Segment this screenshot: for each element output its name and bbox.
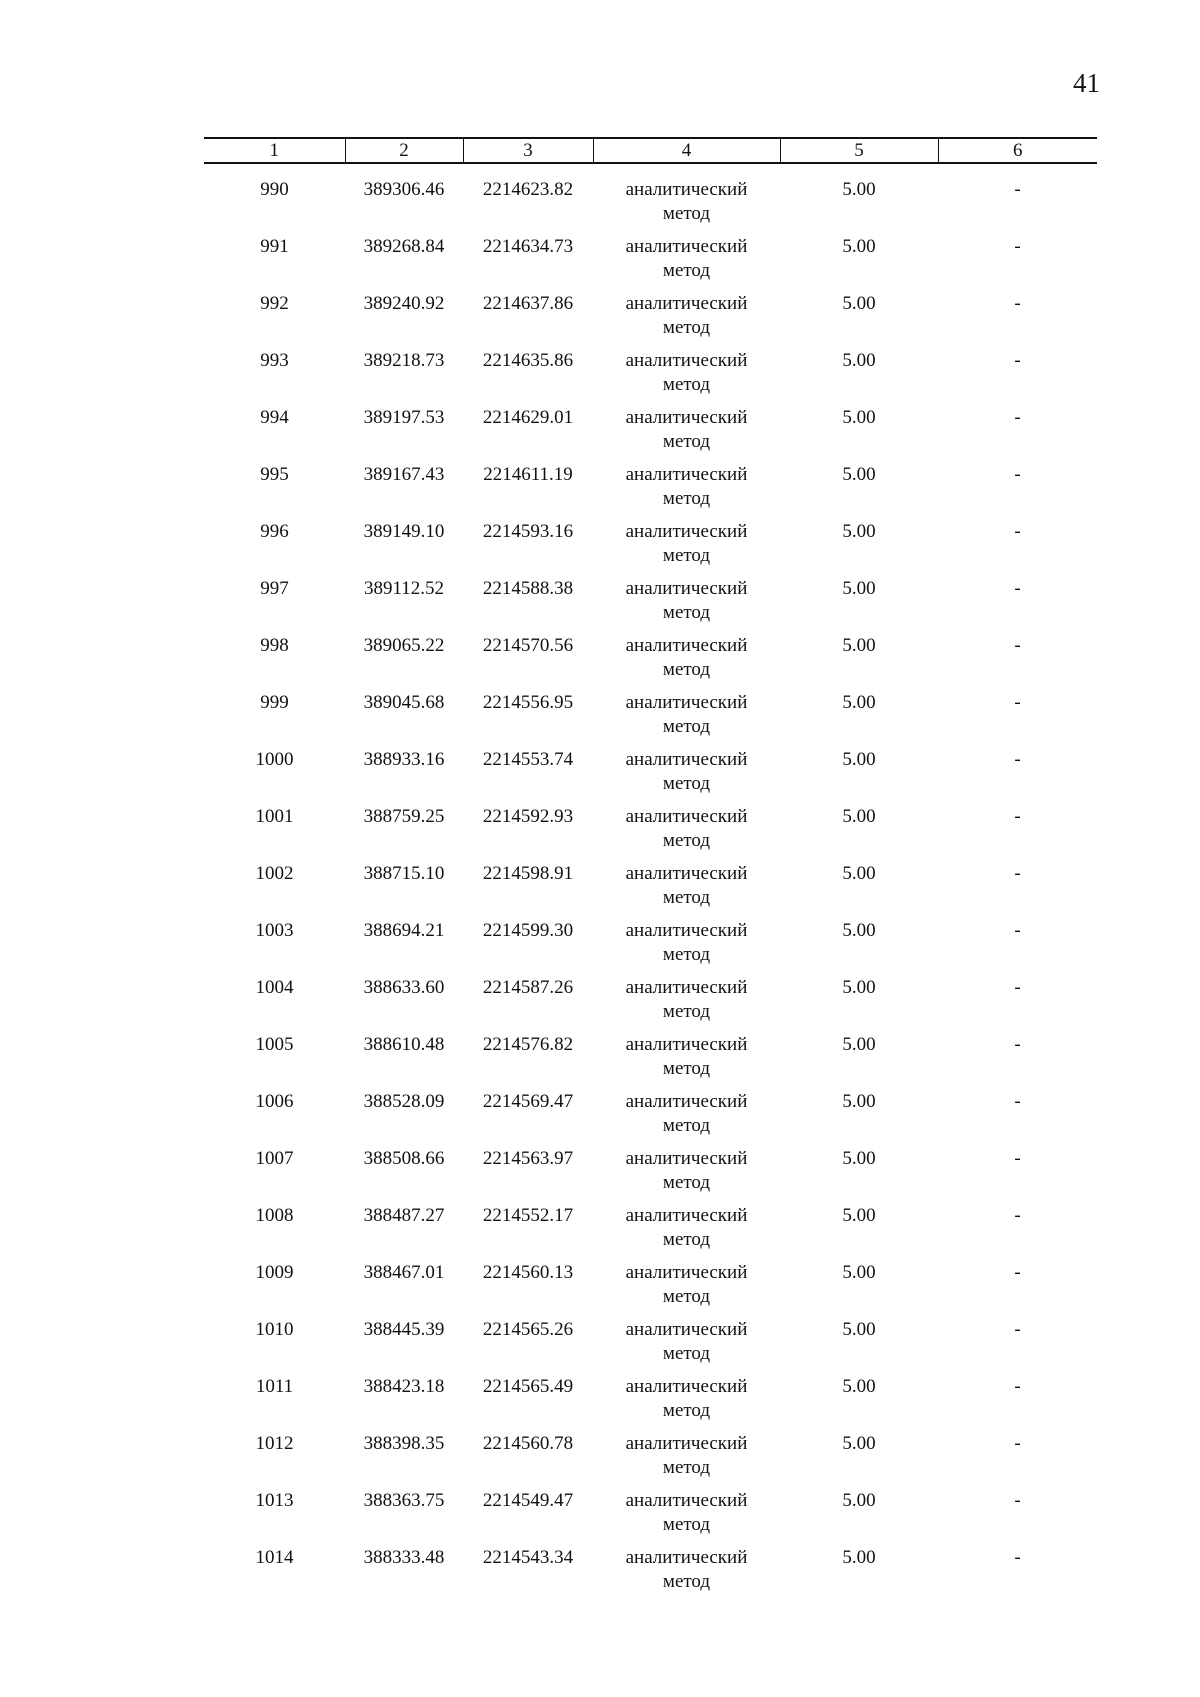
method-text: аналитический метод xyxy=(625,464,748,509)
cell-note: - xyxy=(1014,635,1021,656)
method-text: аналитический метод xyxy=(625,578,748,623)
cell-accuracy: 5.00 xyxy=(842,1262,876,1283)
table-body xyxy=(204,163,1097,1603)
cell-method xyxy=(593,1318,780,1375)
cell-point-number: 990 xyxy=(260,179,289,200)
cell-note: - xyxy=(1014,806,1021,827)
table-row xyxy=(204,235,1097,292)
cell-accuracy: 5.00 xyxy=(842,1319,876,1340)
cell-point-number: 1005 xyxy=(255,1034,294,1055)
cell-point-number: 1006 xyxy=(255,1091,294,1112)
cell-x-coordinate: 389197.53 xyxy=(363,407,445,428)
cell-accuracy: 5.00 xyxy=(842,863,876,884)
cell-accuracy: 5.00 xyxy=(842,806,876,827)
cell-accuracy: 5.00 xyxy=(842,1376,876,1397)
method-text: аналитический метод xyxy=(625,635,748,680)
cell-x-coordinate: 389167.43 xyxy=(363,464,445,485)
cell-note: - xyxy=(1014,1034,1021,1055)
method-text: аналитический метод xyxy=(625,1376,748,1421)
cell-method xyxy=(593,292,780,349)
cell-note: - xyxy=(1014,293,1021,314)
cell-y-coordinate: 2214611.19 xyxy=(483,464,573,485)
cell-note: - xyxy=(1014,464,1021,485)
cell-y-coordinate: 2214599.30 xyxy=(482,920,574,941)
table-row xyxy=(204,1375,1097,1432)
table-row xyxy=(204,1546,1097,1603)
method-text: аналитический метод xyxy=(625,1433,748,1478)
cell-y-coordinate: 2214634.73 xyxy=(482,236,574,257)
cell-method xyxy=(593,577,780,634)
method-text: аналитический метод xyxy=(625,1205,748,1250)
cell-y-coordinate: 2214588.38 xyxy=(482,578,574,599)
method-text: аналитический метод xyxy=(625,407,748,452)
cell-point-number: 997 xyxy=(260,578,289,599)
table-row xyxy=(204,163,1097,235)
cell-y-coordinate: 2214576.82 xyxy=(482,1034,574,1055)
cell-note: - xyxy=(1014,1547,1021,1568)
cell-y-coordinate: 2214635.86 xyxy=(482,350,574,371)
cell-point-number: 1004 xyxy=(255,977,294,998)
cell-accuracy: 5.00 xyxy=(842,1433,876,1454)
column-header-4: 4 xyxy=(593,138,780,163)
cell-note: - xyxy=(1014,1148,1021,1169)
cell-method xyxy=(593,1375,780,1432)
cell-point-number: 1009 xyxy=(255,1262,294,1283)
cell-x-coordinate: 389045.68 xyxy=(363,692,445,713)
cell-accuracy: 5.00 xyxy=(842,1091,876,1112)
cell-x-coordinate: 388398.35 xyxy=(363,1433,445,1454)
cell-method xyxy=(593,805,780,862)
cell-note: - xyxy=(1014,1433,1021,1454)
table-row xyxy=(204,463,1097,520)
table-row xyxy=(204,1204,1097,1261)
method-text: аналитический метод xyxy=(625,863,748,908)
cell-method xyxy=(593,1489,780,1546)
cell-note: - xyxy=(1014,749,1021,770)
column-header-1: 1 xyxy=(204,138,345,163)
cell-accuracy: 5.00 xyxy=(842,1205,876,1226)
cell-x-coordinate: 388715.10 xyxy=(363,863,445,884)
cell-note: - xyxy=(1014,1262,1021,1283)
cell-method xyxy=(593,976,780,1033)
cell-point-number: 1003 xyxy=(255,920,294,941)
cell-accuracy: 5.00 xyxy=(842,1034,876,1055)
table-row xyxy=(204,634,1097,691)
cell-note: - xyxy=(1014,521,1021,542)
cell-y-coordinate: 2214570.56 xyxy=(482,635,574,656)
method-text: аналитический метод xyxy=(625,1034,748,1079)
method-text: аналитический метод xyxy=(625,521,748,566)
cell-accuracy: 5.00 xyxy=(842,692,876,713)
cell-method xyxy=(593,691,780,748)
cell-x-coordinate: 388363.75 xyxy=(363,1490,445,1511)
cell-note: - xyxy=(1014,863,1021,884)
cell-method xyxy=(593,634,780,691)
cell-method xyxy=(593,1090,780,1147)
cell-y-coordinate: 2214553.74 xyxy=(482,749,574,770)
cell-accuracy: 5.00 xyxy=(842,293,876,314)
table-row xyxy=(204,292,1097,349)
table-row xyxy=(204,1318,1097,1375)
method-text: аналитический метод xyxy=(625,1262,748,1307)
cell-x-coordinate: 388633.60 xyxy=(363,977,445,998)
cell-point-number: 1011 xyxy=(255,1376,294,1397)
cell-y-coordinate: 2214563.97 xyxy=(482,1148,574,1169)
cell-y-coordinate: 2214598.91 xyxy=(482,863,574,884)
table-row xyxy=(204,1432,1097,1489)
cell-method xyxy=(593,349,780,406)
table-row xyxy=(204,1147,1097,1204)
cell-point-number: 992 xyxy=(260,293,289,314)
table-row xyxy=(204,577,1097,634)
cell-x-coordinate: 388467.01 xyxy=(363,1262,445,1283)
cell-point-number: 1010 xyxy=(255,1319,294,1340)
cell-point-number: 1014 xyxy=(255,1547,294,1568)
method-text: аналитический метод xyxy=(625,1490,748,1535)
method-text: аналитический метод xyxy=(625,1148,748,1193)
cell-point-number: 1013 xyxy=(255,1490,294,1511)
cell-point-number: 998 xyxy=(260,635,289,656)
cell-accuracy: 5.00 xyxy=(842,350,876,371)
table-row xyxy=(204,691,1097,748)
method-text: аналитический метод xyxy=(625,236,748,281)
table-row xyxy=(204,862,1097,919)
cell-x-coordinate: 388528.09 xyxy=(363,1091,445,1112)
cell-note: - xyxy=(1014,236,1021,257)
cell-y-coordinate: 2214560.13 xyxy=(482,1262,574,1283)
cell-method xyxy=(593,1546,780,1603)
cell-method xyxy=(593,1147,780,1204)
cell-accuracy: 5.00 xyxy=(842,1547,876,1568)
cell-x-coordinate: 388694.21 xyxy=(363,920,445,941)
coordinates-table xyxy=(204,137,1097,1603)
cell-note: - xyxy=(1014,1490,1021,1511)
coordinates-table-container xyxy=(204,137,1097,1603)
cell-x-coordinate: 388610.48 xyxy=(363,1034,445,1055)
cell-accuracy: 5.00 xyxy=(842,578,876,599)
cell-method xyxy=(593,406,780,463)
method-text: аналитический метод xyxy=(625,920,748,965)
cell-y-coordinate: 2214556.95 xyxy=(482,692,574,713)
table-row xyxy=(204,1261,1097,1318)
method-text: аналитический метод xyxy=(625,350,748,395)
cell-x-coordinate: 389065.22 xyxy=(363,635,445,656)
cell-x-coordinate: 389218.73 xyxy=(363,350,445,371)
cell-x-coordinate: 388423.18 xyxy=(363,1376,445,1397)
cell-x-coordinate: 389112.52 xyxy=(363,578,445,599)
table-row xyxy=(204,1090,1097,1147)
cell-note: - xyxy=(1014,977,1021,998)
cell-y-coordinate: 2214565.49 xyxy=(482,1376,574,1397)
cell-point-number: 1008 xyxy=(255,1205,294,1226)
cell-method xyxy=(593,1033,780,1090)
cell-accuracy: 5.00 xyxy=(842,977,876,998)
cell-method xyxy=(593,919,780,976)
cell-point-number: 1012 xyxy=(255,1433,294,1454)
cell-point-number: 993 xyxy=(260,350,289,371)
cell-note: - xyxy=(1014,407,1021,428)
table-row xyxy=(204,919,1097,976)
method-text: аналитический метод xyxy=(625,293,748,338)
cell-accuracy: 5.00 xyxy=(842,749,876,770)
cell-accuracy: 5.00 xyxy=(842,1148,876,1169)
cell-point-number: 1007 xyxy=(255,1148,294,1169)
cell-method xyxy=(593,1432,780,1489)
cell-x-coordinate: 388933.16 xyxy=(363,749,445,770)
cell-accuracy: 5.00 xyxy=(842,407,876,428)
method-text: аналитический метод xyxy=(625,692,748,737)
method-text: аналитический метод xyxy=(625,1319,748,1364)
cell-note: - xyxy=(1014,1376,1021,1397)
table-header xyxy=(204,138,1097,163)
cell-method xyxy=(593,235,780,292)
column-header-5: 5 xyxy=(780,138,938,163)
cell-y-coordinate: 2214637.86 xyxy=(482,293,574,314)
cell-note: - xyxy=(1014,350,1021,371)
cell-x-coordinate: 389306.46 xyxy=(363,179,445,200)
cell-method xyxy=(593,1204,780,1261)
table-row xyxy=(204,406,1097,463)
cell-point-number: 999 xyxy=(260,692,289,713)
cell-point-number: 994 xyxy=(260,407,289,428)
method-text: аналитический метод xyxy=(625,749,748,794)
table-row xyxy=(204,349,1097,406)
cell-point-number: 991 xyxy=(260,236,289,257)
cell-accuracy: 5.00 xyxy=(842,464,876,485)
cell-accuracy: 5.00 xyxy=(842,920,876,941)
cell-y-coordinate: 2214587.26 xyxy=(482,977,574,998)
cell-point-number: 1001 xyxy=(255,806,294,827)
cell-y-coordinate: 2214560.78 xyxy=(482,1433,574,1454)
column-header-6: 6 xyxy=(938,138,1097,163)
cell-x-coordinate: 388333.48 xyxy=(363,1547,445,1568)
method-text: аналитический метод xyxy=(625,806,748,851)
cell-method xyxy=(593,748,780,805)
cell-method xyxy=(593,862,780,919)
table-row xyxy=(204,976,1097,1033)
cell-point-number: 1002 xyxy=(255,863,294,884)
cell-note: - xyxy=(1014,920,1021,941)
cell-y-coordinate: 2214549.47 xyxy=(482,1490,574,1511)
cell-y-coordinate: 2214592.93 xyxy=(482,806,574,827)
cell-x-coordinate: 388508.66 xyxy=(363,1148,445,1169)
cell-note: - xyxy=(1014,1091,1021,1112)
cell-accuracy: 5.00 xyxy=(842,179,876,200)
cell-y-coordinate: 2214552.17 xyxy=(482,1205,574,1226)
cell-method xyxy=(593,463,780,520)
cell-x-coordinate: 388487.27 xyxy=(363,1205,445,1226)
cell-note: - xyxy=(1014,692,1021,713)
page-number: 41 xyxy=(1073,68,1100,98)
cell-x-coordinate: 389268.84 xyxy=(363,236,445,257)
cell-x-coordinate: 388445.39 xyxy=(363,1319,445,1340)
cell-accuracy: 5.00 xyxy=(842,635,876,656)
cell-note: - xyxy=(1014,578,1021,599)
table-row xyxy=(204,520,1097,577)
column-header-2: 2 xyxy=(345,138,463,163)
cell-y-coordinate: 2214593.16 xyxy=(482,521,574,542)
cell-accuracy: 5.00 xyxy=(842,236,876,257)
cell-point-number: 995 xyxy=(260,464,289,485)
cell-x-coordinate: 389240.92 xyxy=(363,293,445,314)
cell-y-coordinate: 2214569.47 xyxy=(482,1091,574,1112)
cell-method xyxy=(593,163,780,235)
cell-method xyxy=(593,520,780,577)
cell-y-coordinate: 2214629.01 xyxy=(482,407,574,428)
cell-x-coordinate: 388759.25 xyxy=(363,806,445,827)
cell-note: - xyxy=(1014,179,1021,200)
cell-point-number: 996 xyxy=(260,521,289,542)
column-header-3: 3 xyxy=(463,138,593,163)
cell-point-number: 1000 xyxy=(255,749,294,770)
cell-x-coordinate: 389149.10 xyxy=(363,521,445,542)
header-row xyxy=(204,138,1097,163)
cell-y-coordinate: 2214565.26 xyxy=(482,1319,574,1340)
cell-note: - xyxy=(1014,1205,1021,1226)
cell-y-coordinate: 2214543.34 xyxy=(482,1547,574,1568)
cell-accuracy: 5.00 xyxy=(842,1490,876,1511)
cell-y-coordinate: 2214623.82 xyxy=(482,179,574,200)
table-row xyxy=(204,805,1097,862)
method-text: аналитический метод xyxy=(625,179,748,224)
table-row xyxy=(204,1033,1097,1090)
cell-accuracy: 5.00 xyxy=(842,521,876,542)
method-text: аналитический метод xyxy=(625,1547,748,1592)
cell-method xyxy=(593,1261,780,1318)
cell-note: - xyxy=(1014,1319,1021,1340)
table-row xyxy=(204,748,1097,805)
method-text: аналитический метод xyxy=(625,1091,748,1136)
table-row xyxy=(204,1489,1097,1546)
method-text: аналитический метод xyxy=(625,977,748,1022)
